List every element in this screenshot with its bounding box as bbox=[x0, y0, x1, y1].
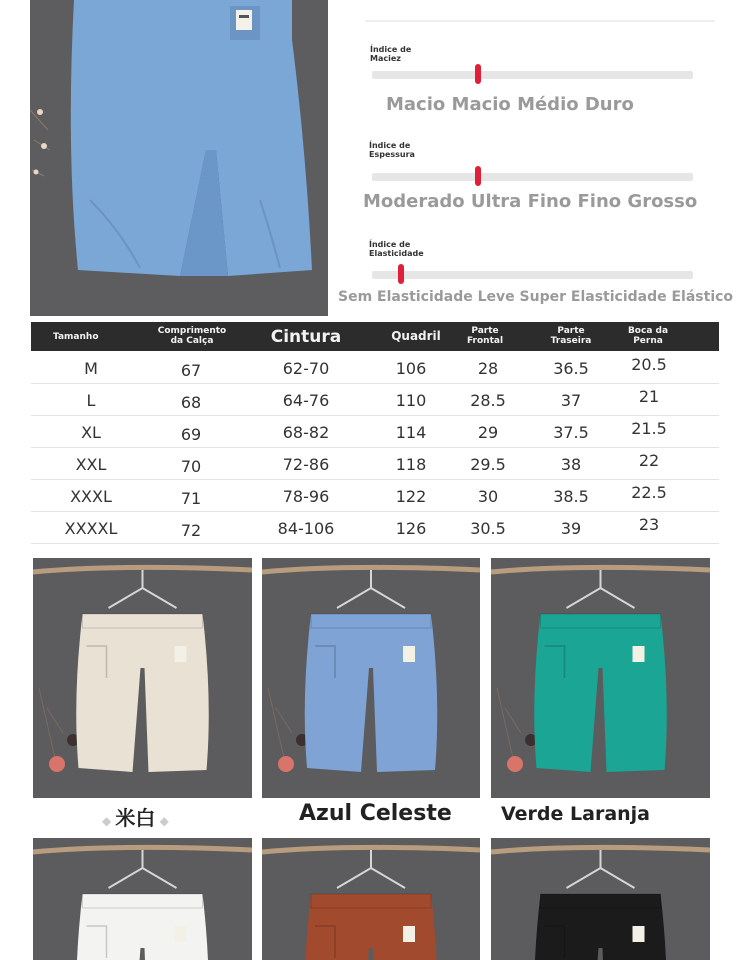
color-photo-6 bbox=[491, 838, 710, 960]
cell-length: 72 bbox=[180, 521, 202, 540]
table-row bbox=[31, 447, 719, 480]
color-photo-1 bbox=[33, 558, 252, 798]
cell-waist: 64-76 bbox=[282, 391, 330, 410]
cell-waist: 78-96 bbox=[282, 487, 330, 506]
color-photo-2 bbox=[262, 558, 480, 798]
divider-line bbox=[365, 20, 715, 22]
cell-leg: 22 bbox=[638, 451, 660, 470]
hero-pants-image bbox=[30, 0, 328, 316]
thickness-index-label: Índice de Espessura bbox=[369, 141, 415, 159]
cell-length: 71 bbox=[180, 489, 202, 508]
col-waist: Cintura bbox=[270, 327, 342, 347]
cell-size: XL bbox=[81, 423, 101, 442]
cell-waist: 62-70 bbox=[282, 359, 330, 378]
elasticity-index-label: Índice de Elasticidade bbox=[369, 240, 424, 258]
cell-back: 38.5 bbox=[553, 487, 589, 506]
cell-front: 28.5 bbox=[470, 391, 506, 410]
col-front-rise: Parte Frontal bbox=[466, 326, 504, 346]
cell-waist: 72-86 bbox=[282, 455, 330, 474]
cell-leg: 21.5 bbox=[631, 419, 667, 438]
cell-hip: 118 bbox=[395, 455, 427, 474]
cell-waist: 84-106 bbox=[277, 519, 335, 538]
cell-back: 38 bbox=[560, 455, 582, 474]
cell-front: 30.5 bbox=[470, 519, 506, 538]
table-row bbox=[31, 383, 719, 416]
col-hip: Quadril bbox=[391, 329, 441, 343]
cell-size: M bbox=[84, 359, 98, 378]
cell-size: L bbox=[86, 391, 96, 410]
pants-cream-image bbox=[33, 558, 252, 798]
color-name-2: Azul Celeste bbox=[299, 801, 452, 826]
cell-size: XXL bbox=[75, 455, 107, 474]
table-row bbox=[31, 415, 719, 448]
cell-front: 30 bbox=[477, 487, 499, 506]
cell-back: 36.5 bbox=[553, 359, 589, 378]
col-leg-opening: Boca da Perna bbox=[627, 326, 669, 346]
color-photo-3 bbox=[491, 558, 710, 798]
softness-scale: Macio Macio Médio Duro bbox=[386, 94, 634, 115]
col-length: Comprimento da Calça bbox=[157, 326, 227, 346]
cell-leg: 21 bbox=[638, 387, 660, 406]
cell-hip: 110 bbox=[395, 391, 427, 410]
softness-marker bbox=[475, 64, 481, 84]
pants-sky-blue-image bbox=[262, 558, 480, 798]
cell-back: 37 bbox=[560, 391, 582, 410]
table-row bbox=[31, 511, 719, 544]
cell-hip: 122 bbox=[395, 487, 427, 506]
cell-back: 39 bbox=[560, 519, 582, 538]
cell-length: 67 bbox=[180, 361, 202, 380]
cell-front: 28 bbox=[477, 359, 499, 378]
diamond-icon: ◆ bbox=[102, 814, 116, 828]
elasticity-track bbox=[372, 271, 693, 279]
pants-black-image bbox=[491, 838, 710, 960]
cell-waist: 68-82 bbox=[282, 423, 330, 442]
pants-white-image bbox=[33, 838, 252, 960]
hero-product-photo bbox=[30, 0, 328, 316]
table-row bbox=[31, 479, 719, 512]
elasticity-marker bbox=[398, 264, 404, 284]
color-photo-5 bbox=[262, 838, 480, 960]
cell-leg: 22.5 bbox=[631, 483, 667, 502]
table-row bbox=[31, 351, 719, 384]
softness-index-label: Índice de Maciez bbox=[370, 45, 412, 63]
color-name-3: Verde Laranja bbox=[501, 803, 651, 825]
softness-track bbox=[372, 71, 693, 79]
cell-hip: 106 bbox=[395, 359, 427, 378]
cell-hip: 126 bbox=[395, 519, 427, 538]
cell-leg: 23 bbox=[638, 515, 660, 534]
cell-size: XXXXL bbox=[64, 519, 118, 538]
diamond-icon: ◆ bbox=[155, 814, 169, 828]
size-table-header bbox=[31, 322, 719, 351]
elasticity-scale: Sem Elasticidade Leve Super Elasticidade Elástico bbox=[338, 289, 734, 305]
cell-front: 29 bbox=[477, 423, 499, 442]
col-size: Tamanho bbox=[53, 332, 99, 342]
color-name-1-text: 米白 bbox=[115, 806, 156, 830]
cell-length: 70 bbox=[180, 457, 202, 476]
color-name-1 bbox=[102, 802, 169, 831]
col-back-rise: Parte Traseira bbox=[550, 326, 592, 346]
thickness-scale: Moderado Ultra Fino Fino Grosso bbox=[363, 191, 698, 212]
thickness-marker bbox=[475, 166, 481, 186]
thickness-track bbox=[372, 173, 693, 181]
cell-size: XXXL bbox=[70, 487, 112, 506]
cell-length: 69 bbox=[180, 425, 202, 444]
cell-hip: 114 bbox=[395, 423, 427, 442]
color-photo-4 bbox=[33, 838, 252, 960]
pants-teal-image bbox=[491, 558, 710, 798]
cell-back: 37.5 bbox=[553, 423, 589, 442]
cell-length: 68 bbox=[180, 393, 202, 412]
pants-rust-image bbox=[262, 838, 480, 960]
cell-front: 29.5 bbox=[470, 455, 506, 474]
cell-leg: 20.5 bbox=[631, 355, 667, 374]
